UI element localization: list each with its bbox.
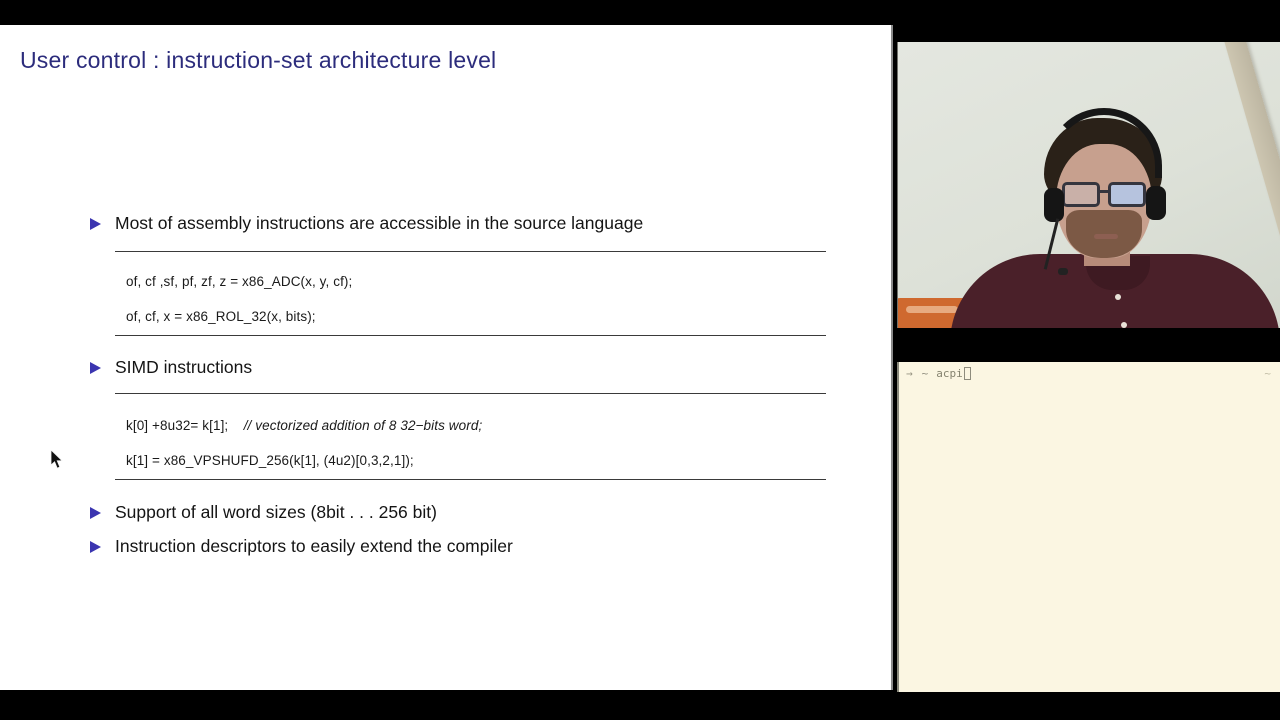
couch-highlight [906, 306, 958, 313]
headset-earcup-left [1044, 188, 1064, 222]
terminal-right-indicator: ~ [1264, 367, 1271, 380]
bullet-text: Support of all word sizes (8bit . . . 256 bit) [115, 502, 437, 522]
glasses-left-lens [1062, 182, 1100, 207]
bullet-text: SIMD instructions [115, 357, 253, 377]
triangle-bullet-icon [90, 218, 101, 230]
code-block-top-rule [115, 393, 826, 394]
mouse-pointer-icon [50, 450, 64, 470]
glasses-right-lens [1108, 182, 1146, 207]
bullet-item-assembly [90, 213, 643, 234]
headset-earcup-right [1146, 186, 1166, 220]
slide-title: User control : instruction-set architecture level [20, 47, 497, 73]
bullet-item-descriptors [90, 536, 513, 557]
bullet-item-word-sizes [90, 502, 437, 523]
typed-command[interactable]: acpi [936, 367, 963, 380]
bullet-text: Most of assembly instructions are accessible in the source language [115, 213, 644, 233]
webcam-video-feed [897, 42, 1280, 328]
code-block-top-rule [115, 251, 826, 252]
headset-band [1046, 108, 1162, 178]
headset-mic-tip [1058, 268, 1068, 275]
shirt-button [1115, 294, 1121, 300]
presentation-slide [0, 25, 893, 690]
prompt-arrow-icon: → [906, 367, 913, 380]
terminal-prompt-line [906, 367, 971, 380]
bullet-text: Instruction descriptors to easily extend the compiler [115, 536, 513, 556]
triangle-bullet-icon [90, 362, 101, 374]
code-comment: // vectorized addition of 8 32−bits word; [243, 418, 483, 433]
code-spacer [232, 418, 240, 433]
terminal-cursor[interactable] [964, 367, 971, 380]
code-block-bottom-rule [115, 479, 826, 480]
triangle-bullet-icon [90, 507, 101, 519]
code-line: of, cf ,sf, pf, zf, z = x86_ADC(x, y, cf); [126, 274, 353, 289]
code-line: k[1] = x86_VPSHUFD_256(k[1], (4u2)[0,3,2,1]); [126, 453, 414, 468]
prompt-cwd: ~ [921, 367, 929, 380]
code-line [126, 418, 482, 433]
glasses-bridge [1099, 190, 1109, 193]
code-line: of, cf, x = x86_ROL_32(x, bits); [126, 309, 316, 324]
bullet-item-simd [90, 357, 252, 378]
triangle-bullet-icon [90, 541, 101, 553]
terminal-window[interactable] [897, 362, 1280, 692]
shirt-button [1121, 322, 1127, 328]
speaker-mouth [1094, 234, 1118, 239]
code-block-bottom-rule [115, 335, 826, 336]
code-statement: k[0] +8u32= k[1]; [126, 418, 229, 433]
